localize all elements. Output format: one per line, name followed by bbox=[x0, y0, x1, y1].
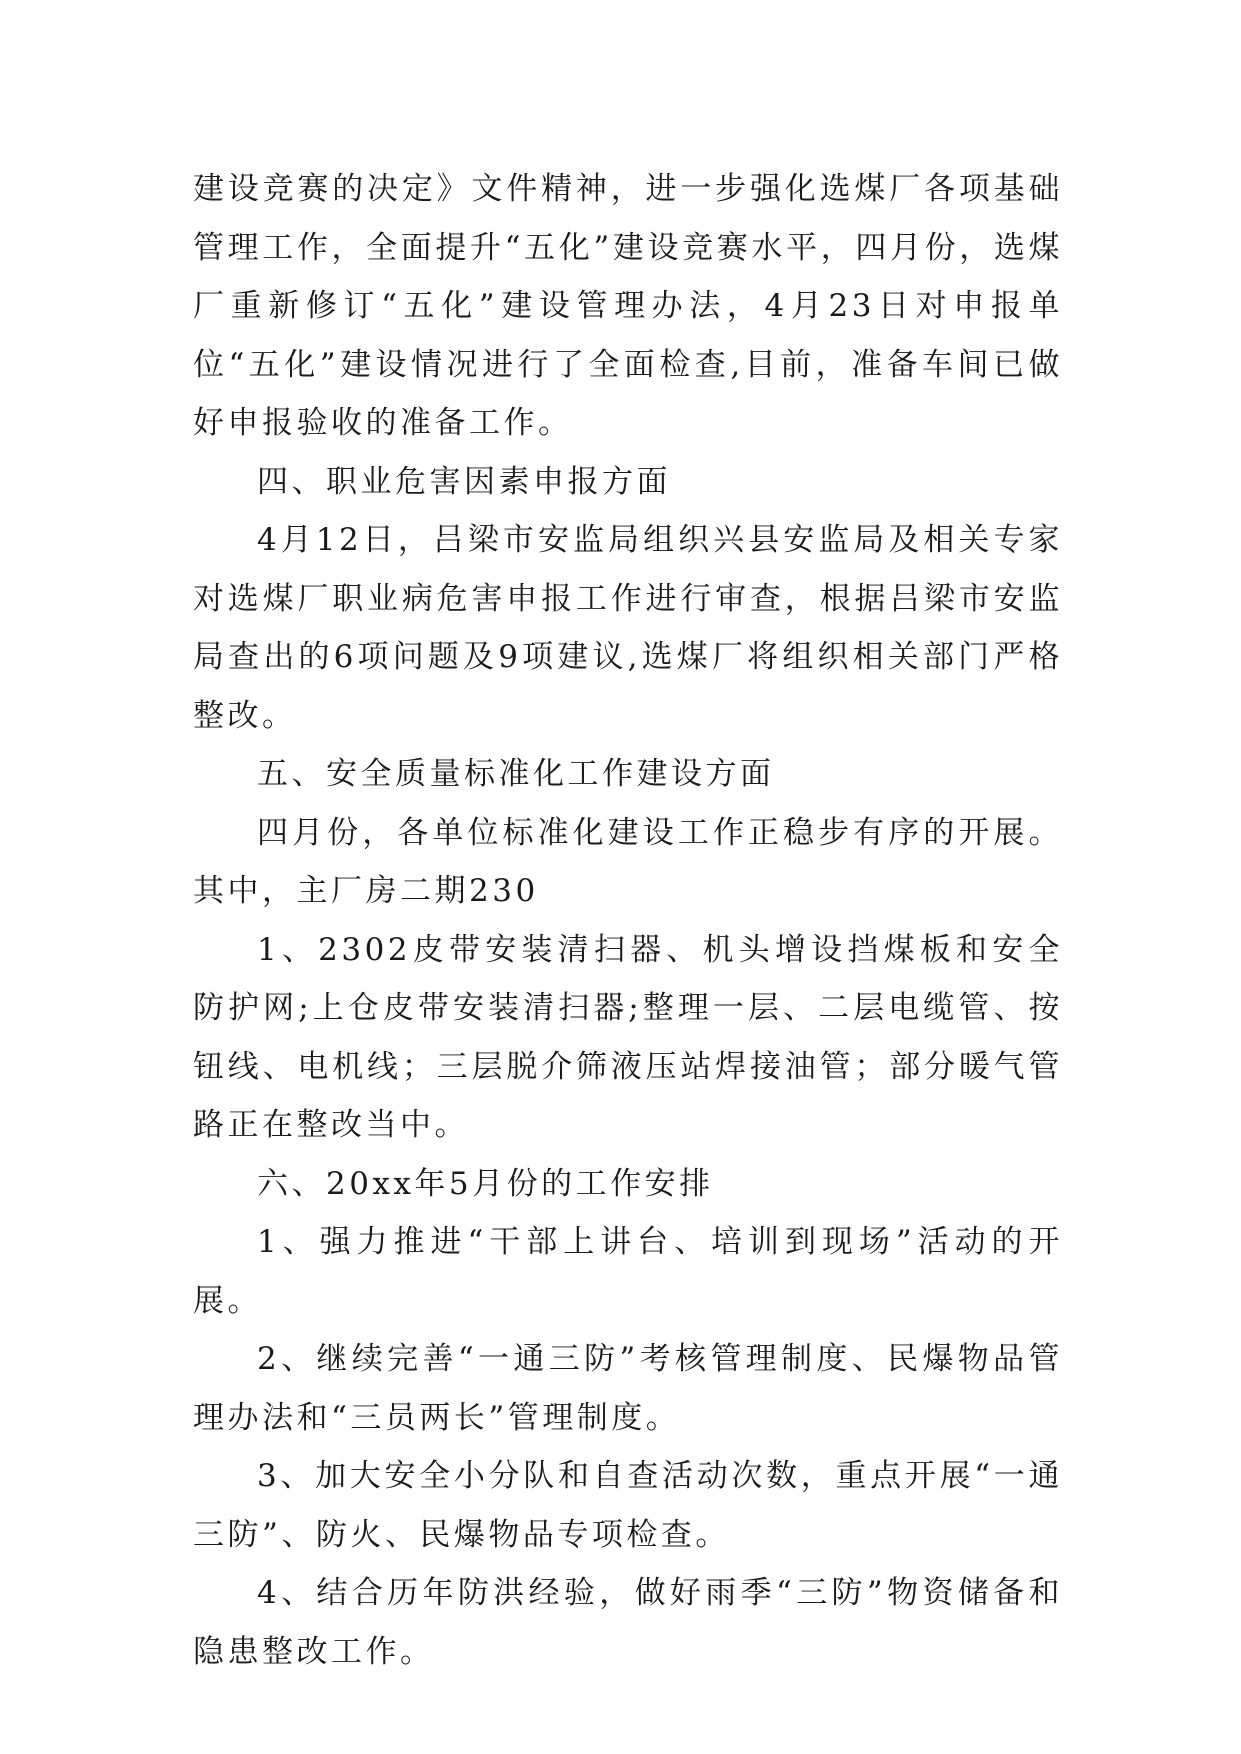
section-heading-5: 五、安全质量标准化工作建设方面 bbox=[257, 756, 775, 792]
paragraph: 四月份，各单位标准化建设工作正稳步有序的开展。其中，主厂房二期230 bbox=[193, 814, 1063, 909]
list-item: 1、2302皮带安装清扫器、机头增设挡煤板和安全防护网;上仓皮带安装清扫器;整理一层、二层电缆管、按钮线、电机线；三层脱介筛液压站焊接油管；部分暖气管路正在整改当中。 bbox=[193, 931, 1063, 1143]
paragraph: 4月12日，吕梁市安监局组织兴县安监局及相关专家对选煤厂职业病危害申报工作进行审查，根据吕梁市安监局查出的6项问题及9项建议,选煤厂将组织相关部门严格整改。 bbox=[193, 522, 1063, 734]
list-item: 2、继续完善“一通三防”考核管理制度、民爆物品管理办法和“三员两长”管理制度。 bbox=[193, 1341, 1063, 1436]
list-item: 3、加大安全小分队和自查活动次数，重点开展“一通三防”、防火、民爆物品专项检查。 bbox=[193, 1458, 1063, 1553]
list-item: 4、结合历年防洪经验，做好雨季“三防”物资储备和隐患整改工作。 bbox=[193, 1575, 1063, 1670]
section-heading-6: 六、20xx年5月份的工作安排 bbox=[257, 1165, 714, 1202]
list-item: 1、强力推进“干部上讲台、培训到现场”活动的开展。 bbox=[193, 1224, 1063, 1319]
document-body bbox=[193, 160, 1063, 1681]
section-heading-4: 四、职业危害因素申报方面 bbox=[257, 463, 671, 500]
paragraph-continuation: 建设竞赛的决定》文件精神，进一步强化选煤厂各项基础管理工作，全面提升“五化”建设竞赛水平，四月份，选煤厂重新修订“五化”建设管理办法，4月23日对申报单位“五化”建设情况进行了全面检查,目前，准备车间已做好申报验收的准备工作。 bbox=[193, 171, 1063, 441]
